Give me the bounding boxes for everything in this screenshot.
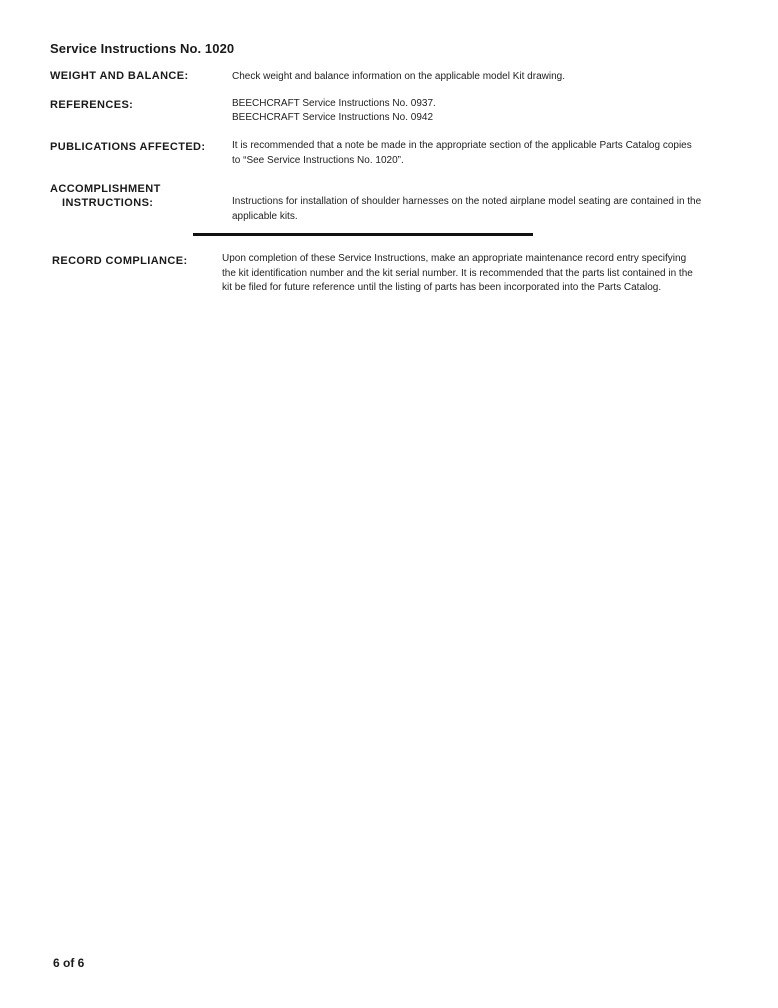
weight-balance-label: WEIGHT AND BALANCE: <box>50 70 189 82</box>
publications-text: It is recommended that a note be made in the appropriate section of the applicable Parts Catalog copies to “See Service Instructions No. 1020”. <box>232 140 692 166</box>
record-compliance-text: Upon completion of these Service Instructions, make an appropriate maintenance record entry specifying the kit identification number and the kit serial number. It is recommended that the parts list contained in the kit be filed for future reference until the listing of parts has been incorporated into the Parts Catalog. <box>222 253 693 293</box>
publications-label: PUBLICATIONS AFFECTED: <box>50 141 206 153</box>
accomplishment-label-line-2: INSTRUCTIONS: <box>62 197 154 209</box>
document-title: Service Instructions No. 1020 <box>50 41 235 56</box>
references-label: REFERENCES: <box>50 99 134 111</box>
accomplishment-text: Instructions for installation of shoulder harnesses on the noted airplane model seating are contained in the applicable kits. <box>232 196 702 222</box>
page-number: 6 of 6 <box>53 956 85 970</box>
weight-balance-text: Check weight and balance information on the applicable model Kit drawing. <box>232 71 565 82</box>
references-line-2: BEECHCRAFT Service Instructions No. 0942 <box>232 112 434 123</box>
section-divider <box>193 233 533 236</box>
references-line-1: BEECHCRAFT Service Instructions No. 0937. <box>232 98 436 109</box>
accomplishment-label-line-1: ACCOMPLISHMENT <box>50 183 161 195</box>
record-compliance-label: RECORD COMPLIANCE: <box>52 255 188 267</box>
